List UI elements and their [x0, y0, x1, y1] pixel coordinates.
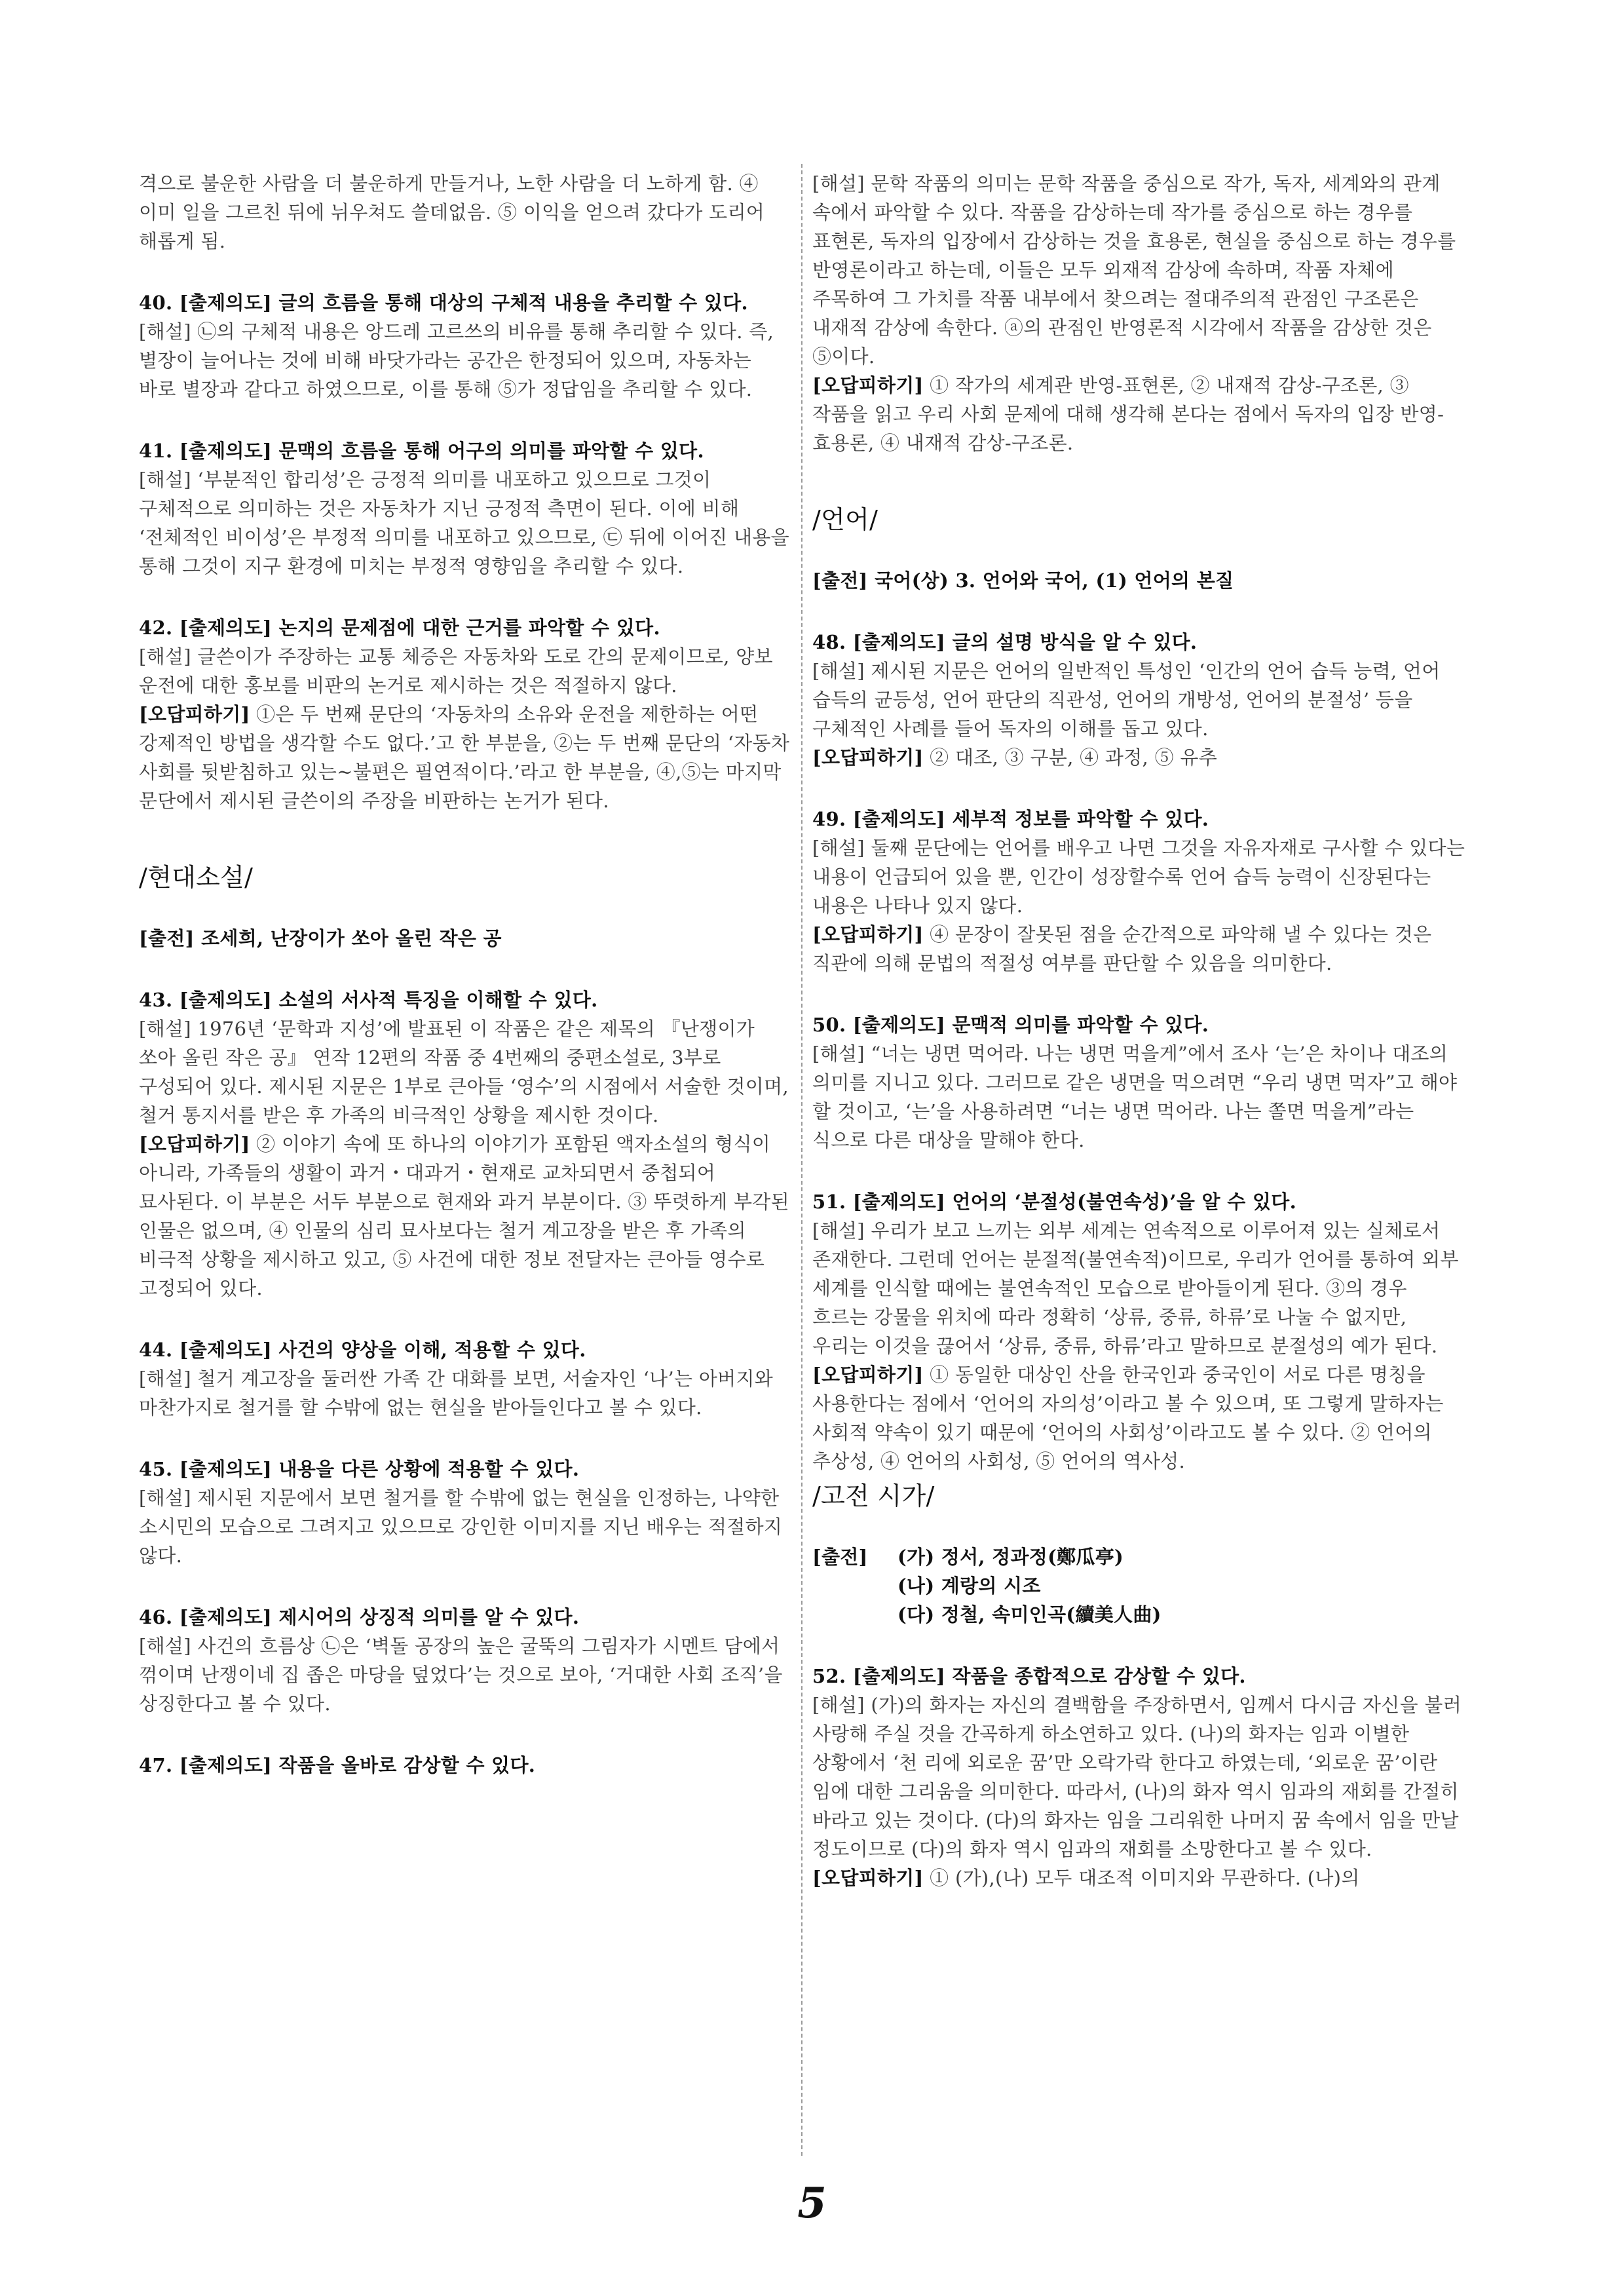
question-43-title: 43. [출제의도] 소설의 서사적 특징을 이해할 수 있다. — [139, 989, 598, 1011]
source-line: (다) 정철, 속미인곡(續美人曲) — [897, 1603, 1161, 1626]
question-45 — [139, 1455, 794, 1570]
source-language: [출전] 국어(상) 3. 언어와 국어, (1) 언어의 본질 — [812, 569, 1234, 592]
question-50-explanation: [해설] “너는 냉면 먹어라. 나는 냉면 먹을게”에서 조사 ‘는’은 차이나 대조의 의미를 지니고 있다. 그러므로 같은 냉면을 먹으려면 “우리 냉면 먹자”고 해야 할 것이고, ‘는’을 사용하려면 “너는 냉면 먹어라. 나는 쫄면 먹을게”라는 식으로 다른 대상을 말해야 한다. — [812, 1043, 1458, 1151]
question-44-explanation: [해설] 철거 계고장을 둘러싼 가족 간 대화를 보면, 서술자인 ‘나’는 아버지와 마찬가지로 철거를 할 수밖에 없는 현실을 받아들인다고 볼 수 있다. — [139, 1368, 774, 1419]
question-41-title: 41. [출제의도] 문맥의 흐름을 통해 어구의 의미를 파악할 수 있다. — [139, 440, 704, 462]
question-51-wrong-answer-note — [812, 1360, 1467, 1476]
question-49-explanation: [해설] 둘째 문단에는 언어를 배우고 나면 그것을 자유자재로 구사할 수 있다는 내용이 언급되어 있을 뿐, 인간이 성장할수록 언어 습득 능력이 신장된다는 내용은 나타나 있지 않다. — [812, 837, 1465, 917]
wrong-answer-tag: [오답피하기] — [139, 703, 250, 725]
question-51-title: 51. [출제의도] 언어의 ‘분절성(불연속성)’을 알 수 있다. — [812, 1191, 1296, 1213]
wrong-answer-tag: [오답피하기] — [812, 374, 924, 396]
question-45-explanation: [해설] 제시된 지문에서 보면 철거를 할 수밖에 없는 현실을 인정하는, 나약한 소시민의 모습으로 그려지고 있으므로 강인한 이미지를 지닌 배우는 적절하지 않다. — [139, 1487, 783, 1567]
column-divider — [801, 164, 803, 2156]
question-47 — [139, 1751, 794, 1780]
section-title-classical-poetry: /고전 시가/ — [812, 1482, 935, 1510]
question-51-explanation: [해설] 우리가 보고 느끼는 외부 세계는 연속적으로 이루어져 있는 실체로서 존재한다. 그런데 언어는 분절적(불연속적)이므로, 우리가 언어를 통하여 외부 세계를 인식할 때에는 불연속적인 모습으로 받아들이게 된다. ③의 경우 흐르는 강물을 위치에 따라 정확히 ‘상류, 중류, 하류’로 나눌 수 없지만, 우리는 이것을 끊어서 ‘상류, 중류, 하류’라고 말하므로 분절성의 예가 된다. — [812, 1219, 1459, 1357]
question-50-title: 50. [출제의도] 문맥적 의미를 파악할 수 있다. — [812, 1014, 1209, 1036]
question-42 — [139, 613, 794, 815]
wrong-answer-text: ①은 두 번째 문단의 ‘자동차의 소유와 운전을 제한하는 어떤 강제적인 방법을 생각할 수도 없다.’고 한 부분을, ②는 두 번째 문단의 ‘자동차 사회를 뒷받침하고 있는~불편은 필연적이다.’라고 한 부분을, ④,⑤는 마지막 문단에서 제시된 글쓴이의 주장을 비판하는 논거가 된다. — [139, 703, 790, 812]
question-41-explanation: [해설] ‘부분적인 합리성’은 긍정적 의미를 내포하고 있으므로 그것이 구체적으로 의미하는 것은 자동차가 지닌 긍정적 측면이 된다. 이에 비해 ‘전체적인 비이성’은 부정적 의미를 내포하고 있으므로, ㉢ 뒤에 이어진 내용을 통해 그것이 지구 환경에 미치는 부정적 영향임을 추리할 수 있다. — [139, 469, 789, 577]
question-48 — [812, 628, 1467, 772]
question-40 — [139, 288, 794, 404]
question-43-explanation: [해설] 1976년 ‘문학과 지성’에 발표된 이 작품은 같은 제목의 『난쟁이가 쏘아 올린 작은 공』 연작 12편의 작품 중 4번째의 중편소설로, 3부로 구성되어 있다. 제시된 지문은 1부로 큰아들 ‘영수’의 시점에서 서술한 것이며, 철거 통지서를 받은 후 가족의 비극적인 상황을 제시한 것이다. — [139, 1018, 789, 1126]
question-51 — [812, 1187, 1467, 1476]
question-47-title: 47. [출제의도] 작품을 올바로 감상할 수 있다. — [139, 1754, 536, 1776]
left-column — [139, 169, 794, 1812]
question-44 — [139, 1335, 794, 1422]
question-42-title: 42. [출제의도] 논지의 문제점에 대한 근거를 파악할 수 있다. — [139, 617, 660, 639]
wrong-answer-tag: [오답피하기] — [139, 1133, 250, 1155]
wrong-answer-tag: [오답피하기] — [812, 1867, 924, 1889]
wrong-answer-text: ④ 문장이 잘못된 점을 순간적으로 파악해 낼 수 있다는 것은 직관에 의해 문법의 적절성 여부를 판단할 수 있음을 의미한다. — [812, 923, 1432, 974]
intro-paragraph — [139, 169, 794, 256]
question-52-explanation: [해설] (가)의 화자는 자신의 결백함을 주장하면서, 임께서 다시금 자신을 불러 사랑해 주실 것을 간곡하게 하소연하고 있다. (나)의 화자는 임과 이별한 상황에서 ‘천 리에 외로운 꿈’만 오락가락 한다고 하였는데, ‘외로운 꿈’이란 임에 대한 그리움을 의미한다. 따라서, (나)의 화자 역시 임과의 재회를 간절히 바라고 있는 것이다. (다)의 화자는 임을 그리워한 나머지 꿈 속에서 임을 만날 정도이므로 (다)의 화자 역시 임과의 재회를 소망한다고 볼 수 있다. — [812, 1694, 1462, 1860]
question-44-title: 44. [출제의도] 사건의 양상을 이해, 적용할 수 있다. — [139, 1339, 586, 1361]
question-46 — [139, 1603, 794, 1718]
section-title-language: /언어/ — [812, 505, 878, 534]
question-46-title: 46. [출제의도] 제시어의 상징적 의미를 알 수 있다. — [139, 1606, 580, 1628]
wrong-answer-tag: [오답피하기] — [812, 923, 924, 946]
question-48-wrong-answer-note — [812, 743, 1467, 772]
wrong-answer-text: ① 동일한 대상인 산을 한국인과 중국인이 서로 다른 명칭을 사용한다는 점에서 ‘언어의 자의성’이라고 볼 수 있으며, 또 그렇게 말하자는 사회적 약속이 있기 때문에 ‘언어의 사회성’이라고도 볼 수 있다. ② 언어의 추상성, ④ 언어의 사회성, ⑤ 언어의 역사성. — [812, 1364, 1444, 1472]
source-line: (나) 계랑의 시조 — [897, 1575, 1041, 1597]
question-52-title: 52. [출제의도] 작품을 종합적으로 감상할 수 있다. — [812, 1665, 1246, 1687]
question-49 — [812, 805, 1467, 978]
wrong-answer-tag: [오답피하기] — [812, 746, 924, 769]
intro-text: 격으로 불운한 사람을 더 불운하게 만들거나, 노한 사람을 더 노하게 함. ④ 이미 일을 그르친 뒤에 뉘우쳐도 쓸데없음. ⑤ 이익을 얻으려 갔다가 도리어 해롭게 됨. — [139, 172, 765, 252]
question-49-title: 49. [출제의도] 세부적 정보를 파악할 수 있다. — [812, 808, 1209, 830]
question-42-wrong-answer-note — [139, 700, 794, 815]
question-52 — [812, 1662, 1467, 1892]
section-title-modern-novel: /현대소설/ — [139, 863, 254, 892]
source-modern-novel: [출전] 조세희, 난장이가 쏘아 올린 작은 공 — [139, 927, 502, 949]
question-49-wrong-answer-note — [812, 920, 1467, 978]
wrong-answer-text: ② 이야기 속에 또 하나의 이야기가 포함된 액자소설의 형식이 아니라, 가족들의 생활이 과거・대과거・현재로 교차되면서 중첩되어 묘사된다. 이 부분은 서두 부분으로 현재와 과거 부분이다. ③ 뚜렷하게 부각된 인물은 없으며, ④ 인물의 심리 묘사보다는 철거 계고장을 받은 후 가족의 비극적 상황을 제시하고 있고, ⑤ 사건에 대한 정보 전달자는 큰아들 영수로 고정되어 있다. — [139, 1133, 789, 1299]
question-47-explanation: [해설] 문학 작품의 의미는 문학 작품을 중심으로 작가, 독자, 세계와의 관계 속에서 파악할 수 있다. 작품을 감상하는데 작가를 중심으로 하는 경우를 표현론, 독자의 입장에서 감상하는 것을 효용론, 현실을 중심으로 하는 경우를 반영론이라고 하는데, 이들은 모두 외재적 감상에 속하며, 작품 자체에 주목하여 그 가치를 작품 내부에서 찾으려는 절대주의적 관점인 구조론은 내재적 감상에 속한다. ⓐ의 관점인 반영론적 시각에서 작품을 감상한 것은 ⑤이다. — [812, 172, 1456, 368]
wrong-answer-text: ① (가),(나) 모두 대조적 이미지와 무관하다. (나)의 — [923, 1867, 1360, 1889]
question-47-wrong-answer-note — [812, 371, 1467, 457]
question-42-explanation: [해설] 글쓴이가 주장하는 교통 체증은 자동차와 도로 간의 문제이므로, 양보 운전에 대한 홍보를 비판의 논거로 제시하는 것은 적절하지 않다. — [139, 645, 773, 697]
question-40-explanation: [해설] ㉡의 구체적 내용은 앙드레 고르쓰의 비유를 통해 추리할 수 있다. 즉, 별장이 늘어나는 것에 비해 바닷가라는 공간은 한정되어 있으며, 자동차는 바로 별장과 같다고 하였으므로, 이를 통해 ⑤가 정답임을 추리할 수 있다. — [139, 320, 774, 400]
question-50 — [812, 1010, 1467, 1155]
wrong-answer-text: ① 작가의 세계관 반영-표현론, ② 내재적 감상-구조론, ③ 작품을 읽고 우리 사회 문제에 대해 생각해 본다는 점에서 독자의 입장 반영-효용론, ④ 내재적 감상-구조론. — [812, 374, 1445, 454]
question-41 — [139, 436, 794, 581]
source-lines — [897, 1542, 1161, 1629]
question-45-title: 45. [출제의도] 내용을 다른 상황에 적용할 수 있다. — [139, 1458, 580, 1480]
question-48-title: 48. [출제의도] 글의 설명 방식을 알 수 있다. — [812, 631, 1198, 653]
question-43-wrong-answer-note — [139, 1130, 794, 1303]
question-48-explanation: [해설] 제시된 지문은 언어의 일반적인 특성인 ‘인간의 언어 습득 능력, 언어 습득의 균등성, 언어 판단의 직관성, 언어의 개방성, 언어의 분절성’ 등을 구체적인 사례를 들어 독자의 이해를 돕고 있다. — [812, 660, 1441, 740]
wrong-answer-text: ② 대조, ③ 구분, ④ 과정, ⑤ 유추 — [923, 746, 1218, 769]
source-label: [출전] — [812, 1546, 868, 1568]
page-number: 5 — [797, 2179, 827, 2228]
question-47-continued — [812, 169, 1467, 457]
right-column — [812, 169, 1467, 1925]
source-line: (가) 정서, 정과정(鄭瓜亭) — [897, 1546, 1124, 1568]
question-46-explanation: [해설] 사건의 흐름상 ㉡은 ‘벽돌 공장의 높은 굴뚝의 그림자가 시멘트 담에서 꺾이며 난쟁이네 집 좁은 마당을 덮었다’는 것으로 보아, ‘거대한 사회 조직’을 상징한다고 볼 수 있다. — [139, 1635, 783, 1715]
question-40-title: 40. [출제의도] 글의 흐름을 통해 대상의 구체적 내용을 추리할 수 있다. — [139, 292, 748, 314]
question-43 — [139, 985, 794, 1303]
source-classical-poetry — [812, 1542, 1467, 1629]
question-52-wrong-answer-note — [812, 1864, 1467, 1892]
wrong-answer-tag: [오답피하기] — [812, 1364, 924, 1386]
